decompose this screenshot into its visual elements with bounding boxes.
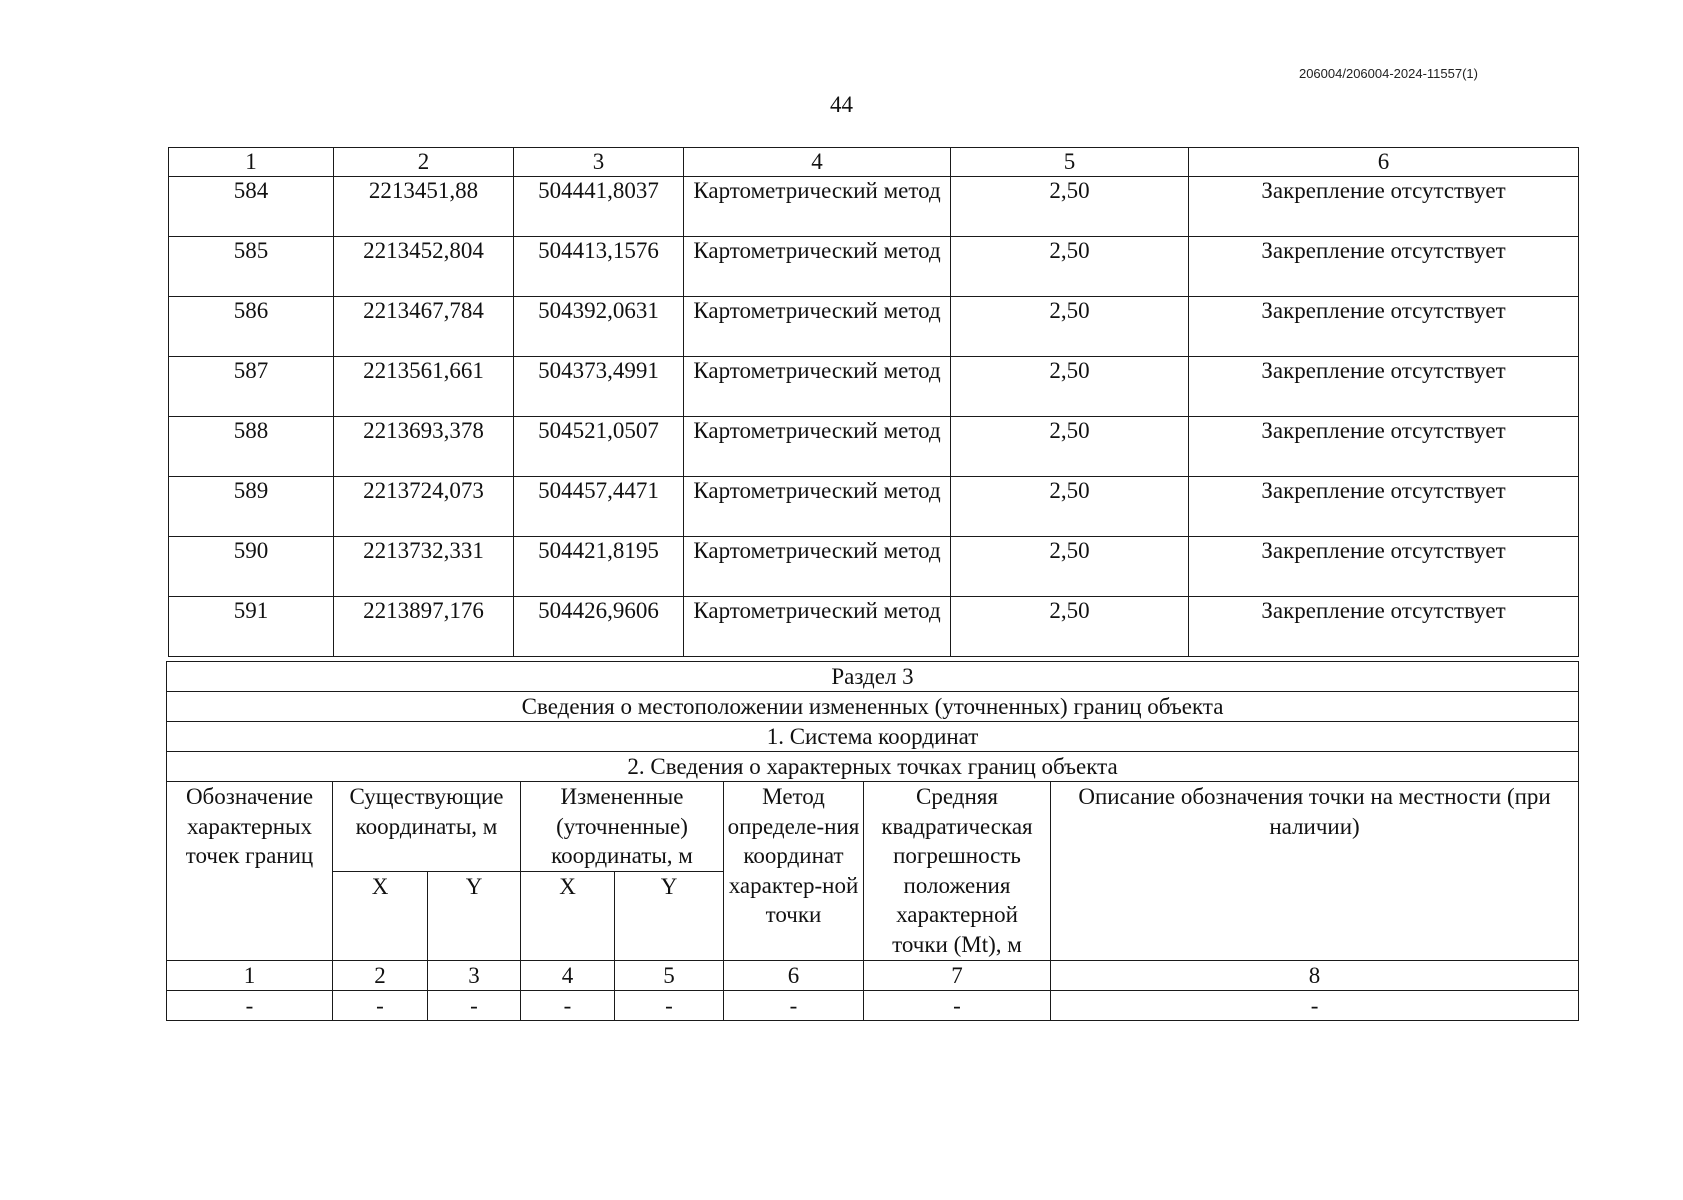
description-cell: Закрепление отсутствует (1189, 177, 1579, 237)
column-number: 4 (521, 960, 615, 990)
column-number: 4 (684, 148, 951, 177)
column-number: 1 (167, 960, 333, 990)
coordinate-system-heading: 1. Система координат (167, 722, 1579, 752)
description-cell: Закрепление отсутствует (1189, 297, 1579, 357)
table-row (169, 477, 1579, 537)
method-cell: Картометрический метод (684, 237, 951, 297)
changed-coords-header: Измененные (уточненные) координаты, м (521, 782, 724, 872)
coordinate-x: 2213724,073 (334, 477, 514, 537)
changed-y-header: Y (615, 871, 724, 960)
column-number: 1 (169, 148, 334, 177)
error-cell: 2,50 (951, 357, 1189, 417)
coordinate-system-row (167, 722, 1579, 752)
column-number: 2 (333, 960, 428, 990)
coordinate-y: 504392,0631 (514, 297, 684, 357)
coordinate-y: 504426,9606 (514, 597, 684, 657)
empty-cell: - (864, 990, 1051, 1020)
coordinate-x: 2213451,88 (334, 177, 514, 237)
column-number: 8 (1051, 960, 1579, 990)
description-cell: Закрепление отсутствует (1189, 597, 1579, 657)
description-header: Описание обозначения точки на местности (при наличии) (1051, 782, 1579, 961)
column-number: 2 (334, 148, 514, 177)
point-number: 584 (169, 177, 334, 237)
existing-coords-header: Существующие координаты, м (333, 782, 521, 872)
empty-cell: - (333, 990, 428, 1020)
designation-header: Обозначение характерных точек границ (167, 782, 333, 961)
points-info-row (167, 752, 1579, 782)
coordinates-table (168, 147, 1579, 657)
description-cell: Закрепление отсутствует (1189, 417, 1579, 477)
existing-x-header: X (333, 871, 428, 960)
coordinate-x: 2213452,804 (334, 237, 514, 297)
description-cell: Закрепление отсутствует (1189, 357, 1579, 417)
empty-cell: - (615, 990, 724, 1020)
error-cell: 2,50 (951, 597, 1189, 657)
empty-cell: - (428, 990, 521, 1020)
table-header-row (169, 148, 1579, 177)
coordinate-x: 2213732,331 (334, 537, 514, 597)
coordinate-x: 2213693,378 (334, 417, 514, 477)
method-cell: Картометрический метод (684, 537, 951, 597)
coordinate-y: 504441,8037 (514, 177, 684, 237)
point-number: 585 (169, 237, 334, 297)
description-cell: Закрепление отсутствует (1189, 537, 1579, 597)
method-header: Метод определе-ния координат характер-ной точки (724, 782, 864, 961)
section-title-row (167, 662, 1579, 692)
table-row (169, 597, 1579, 657)
empty-cell: - (724, 990, 864, 1020)
error-cell: 2,50 (951, 477, 1189, 537)
document-id: 206004/206004-2024-11557(1) (1298, 66, 1478, 81)
column-number: 6 (1189, 148, 1579, 177)
empty-cell: - (521, 990, 615, 1020)
description-cell: Закрепление отсутствует (1189, 237, 1579, 297)
column-number: 3 (514, 148, 684, 177)
column-number: 5 (951, 148, 1189, 177)
method-cell: Картометрический метод (684, 357, 951, 417)
section-subtitle-row (167, 692, 1579, 722)
page-number: 44 (830, 92, 853, 117)
error-header: Средняя квадратическая погрешность положения характерной точки (Mt), м (864, 782, 1051, 961)
point-number: 589 (169, 477, 334, 537)
column-number: 7 (864, 960, 1051, 990)
existing-y-header: Y (428, 871, 521, 960)
column-number: 6 (724, 960, 864, 990)
column-numbers-row (167, 960, 1579, 990)
method-cell: Картометрический метод (684, 597, 951, 657)
empty-data-row (167, 990, 1579, 1020)
error-cell: 2,50 (951, 177, 1189, 237)
empty-cell: - (1051, 990, 1579, 1020)
column-headers-row (167, 782, 1579, 872)
section-title: Раздел 3 (167, 662, 1579, 692)
coordinate-y: 504521,0507 (514, 417, 684, 477)
point-number: 587 (169, 357, 334, 417)
error-cell: 2,50 (951, 417, 1189, 477)
point-number: 591 (169, 597, 334, 657)
changed-x-header: X (521, 871, 615, 960)
column-number: 5 (615, 960, 724, 990)
method-cell: Картометрический метод (684, 297, 951, 357)
coordinate-y: 504457,4471 (514, 477, 684, 537)
coordinate-y: 504373,4991 (514, 357, 684, 417)
point-number: 590 (169, 537, 334, 597)
coordinate-y: 504413,1576 (514, 237, 684, 297)
table-row (169, 417, 1579, 477)
method-cell: Картометрический метод (684, 417, 951, 477)
table-row (169, 537, 1579, 597)
error-cell: 2,50 (951, 537, 1189, 597)
column-number: 3 (428, 960, 521, 990)
coordinate-x: 2213467,784 (334, 297, 514, 357)
coordinate-x: 2213897,176 (334, 597, 514, 657)
section-subtitle: Сведения о местоположении измененных (уточненных) границ объекта (167, 692, 1579, 722)
empty-cell: - (167, 990, 333, 1020)
error-cell: 2,50 (951, 237, 1189, 297)
method-cell: Картометрический метод (684, 177, 951, 237)
table-row (169, 357, 1579, 417)
coordinate-x: 2213561,661 (334, 357, 514, 417)
method-cell: Картометрический метод (684, 477, 951, 537)
table-row (169, 297, 1579, 357)
table-row (169, 237, 1579, 297)
point-number: 586 (169, 297, 334, 357)
point-number: 588 (169, 417, 334, 477)
points-info-heading: 2. Сведения о характерных точках границ объекта (167, 752, 1579, 782)
table-row (169, 177, 1579, 237)
description-cell: Закрепление отсутствует (1189, 477, 1579, 537)
error-cell: 2,50 (951, 297, 1189, 357)
coordinate-y: 504421,8195 (514, 537, 684, 597)
section3-table (166, 661, 1579, 1021)
